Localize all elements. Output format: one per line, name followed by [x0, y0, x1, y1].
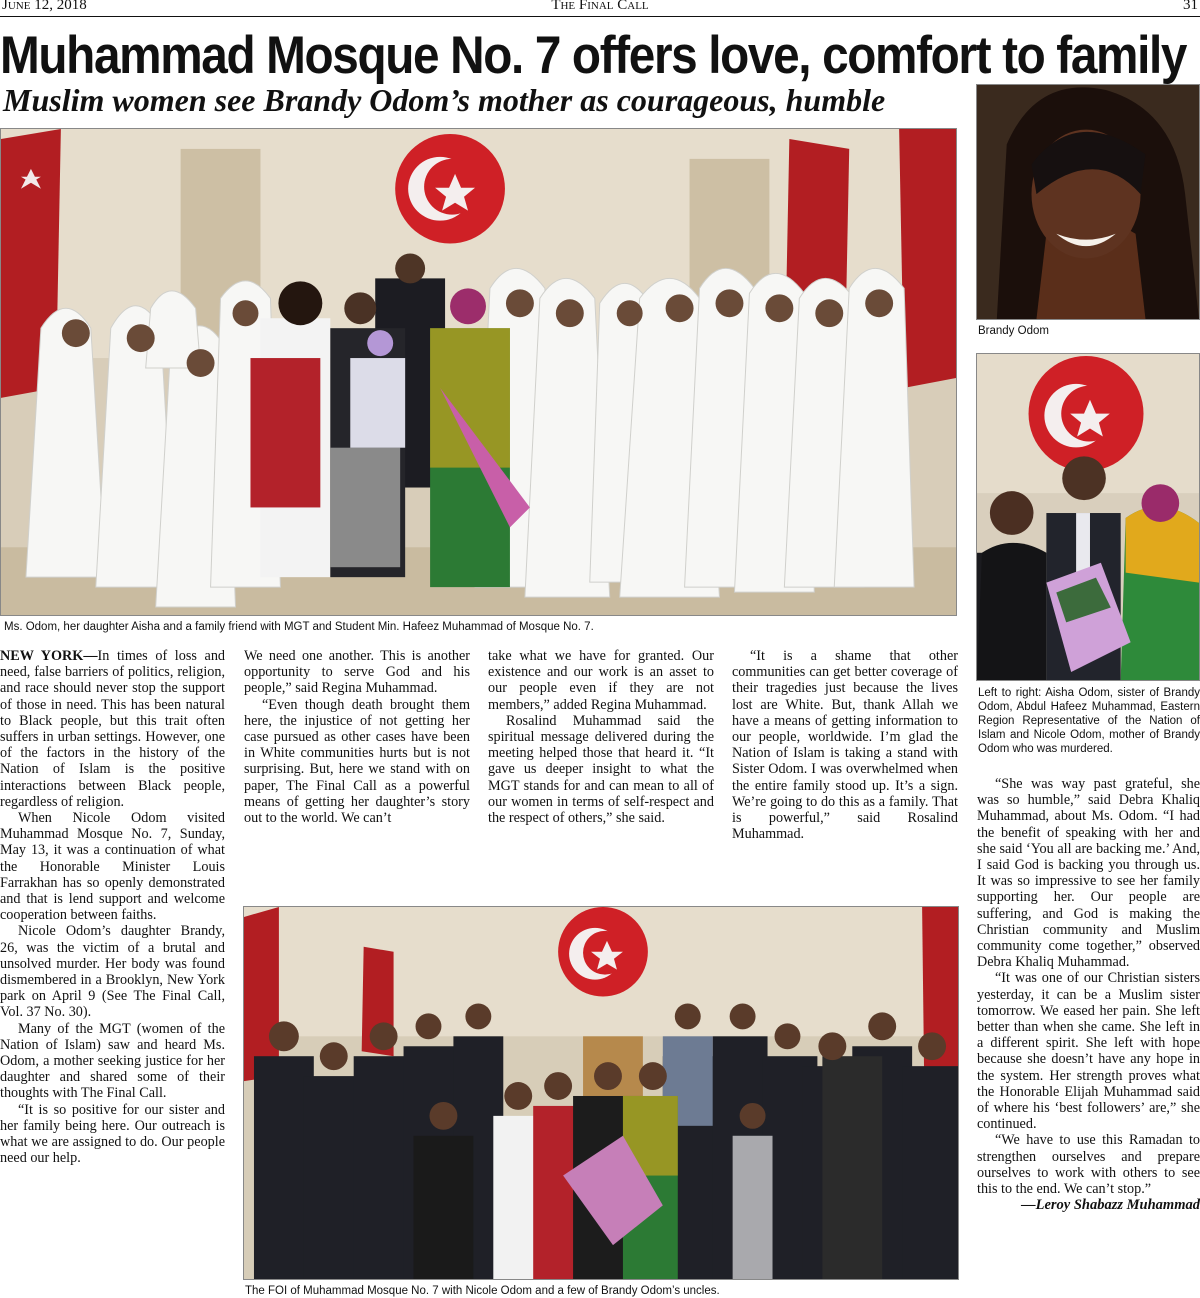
headline: Muhammad Mosque No. 7 offers love, comfort to family: [0, 26, 1187, 85]
article-column-1: [0, 648, 225, 1167]
article-paragraph: “We have to use this Ramadan to strengthen ourselves and prepare ourselves to work with others to see this to the end. We can’t stop.”: [977, 1132, 1200, 1198]
article-column-4: [732, 648, 958, 842]
article-paragraph: “It was one of our Christian sisters yesterday, it can be a Muslim sister tomorrow. We eased her pain. She left better than when she came. She left in a different spirit. She left with hope because she doesn’t have any hope in the system. Her strength proves what the Honorable Elijah Muhammad said of where his ‘best followers’ are,” she continued.: [977, 970, 1200, 1133]
main-photo: [0, 128, 957, 616]
main-photo-caption: Ms. Odom, her daughter Aisha and a family friend with MGT and Student Min. Hafeez Muhammad of Mosque No. 7.: [4, 621, 594, 633]
deck: Muslim women see Brandy Odom’s mother as courageous, humble: [3, 82, 886, 118]
portrait-caption: Brandy Odom: [978, 325, 1049, 337]
article-paragraph: “It is so positive for our sister and her family being here. Our outreach is what we are assigned to do. Our people need our help.: [0, 1101, 225, 1167]
issue-date: June 12, 2018: [2, 0, 87, 13]
trio-photo-illustration: [977, 354, 1199, 680]
article-paragraph: “She was way past grateful, she was so humble,” said Debra Khaliq Muhammad, about Ms. Odom. “I had the benefit of speaking with her and she said ‘You all are backing me.’ And, I said God is backing you through us. It was so impressive to see her family supporting her. Our people are suffering, and God is making the Christian community and Muslim community come together,” observed Debra Khaliq Muhammad.: [977, 776, 1200, 971]
article-paragraph: We need one another. This is another opportunity to serve God and his people,” said Regina Muhammad.: [244, 648, 470, 697]
portrait-photo: [976, 84, 1200, 320]
article-paragraph: Rosalind Muhammad said the spiritual message delivered during the meeting helped those that heard it. “It gave us deeper insight to what the MGT stands for and can mean to all of our women in terms of self-respect and the respect of others,” she said.: [488, 712, 714, 827]
article-paragraph: “It is a shame that other communities can get better coverage of their tragedies just because the lives lost are White. But, thank Allah we have a means of getting information to our people, worldwide. I’m glad the Nation of Islam is taking a stand with Sister Odom. I was overwhelmed when the entire family stood up. It’s a sign. We’re going to do this as a family. That is powerful,” said Rosalind Muhammad.: [732, 648, 958, 843]
dateline: NEW YORK—: [0, 648, 98, 664]
group-photo-illustration: [244, 907, 958, 1279]
trio-caption: Left to right: Aisha Odom, sister of Brandy Odom, Abdul Hafeez Muhammad, Eastern Region Representative of the Nation of Islam and Nicole Odom, mother of Brandy Odom who was murdered.: [978, 687, 1200, 755]
article-paragraph: take what we have for granted. Our existence and our work is an asset to our people even if they are not members,” added Regina Muhammad.: [488, 648, 714, 713]
article-paragraph: Many of the MGT (women of the Nation of Islam) saw and heard Ms. Odom, a mother seeking justice for her daughter and shared some of their thoughts with The Final Call.: [0, 1020, 225, 1102]
trio-photo: [976, 353, 1200, 681]
newspaper-name: The Final Call: [551, 0, 649, 13]
byline: —Leroy Shabazz Muhammad: [1021, 1197, 1200, 1214]
article-column-3: [488, 648, 714, 826]
article-paragraph: When Nicole Odom visited Muhammad Mosque No. 7, Sunday, May 13, it was a continuation of what the Honorable Minister Louis Farrakhan has so openly demonstrated and that is lend support and welcome cooperation between faiths.: [0, 810, 225, 924]
group-photo-caption: The FOI of Muhammad Mosque No. 7 with Nicole Odom and a few of Brandy Odom’s uncles.: [245, 1285, 720, 1297]
article-column-2: [244, 648, 470, 826]
article-column-5: [977, 776, 1200, 1213]
portrait-illustration: [977, 85, 1199, 319]
article-paragraph: NEW YORK—In times of loss and need, false barriers of politics, religion, and race should never stop the support of those in need. This has been natural to Black people, but this trait often suffers in urban settings. However, one of the factors in the history of the Nation of Islam is the positive interactions between Black people, regardless of religion.: [0, 648, 226, 810]
main-photo-illustration: [1, 129, 956, 615]
article-paragraph: “Even though death brought them here, the injustice of not getting her case pursued as other cases have been in White communities hurts but is not surprising. But, here we stand with on paper, The Final Call as a powerful means of getting her daughter’s story out to the world. We can’t: [244, 696, 470, 827]
group-photo: [243, 906, 959, 1280]
page-number: 31: [1183, 0, 1198, 13]
article-paragraph: Nicole Odom’s daughter Brandy, 26, was the victim of a brutal and unsolved murder. Her body was found dismembered in a Brooklyn, New York park on April 9 (See The Final Call, Vol. 37 No. 30).: [0, 923, 225, 1021]
folio-rule: [0, 16, 1200, 17]
